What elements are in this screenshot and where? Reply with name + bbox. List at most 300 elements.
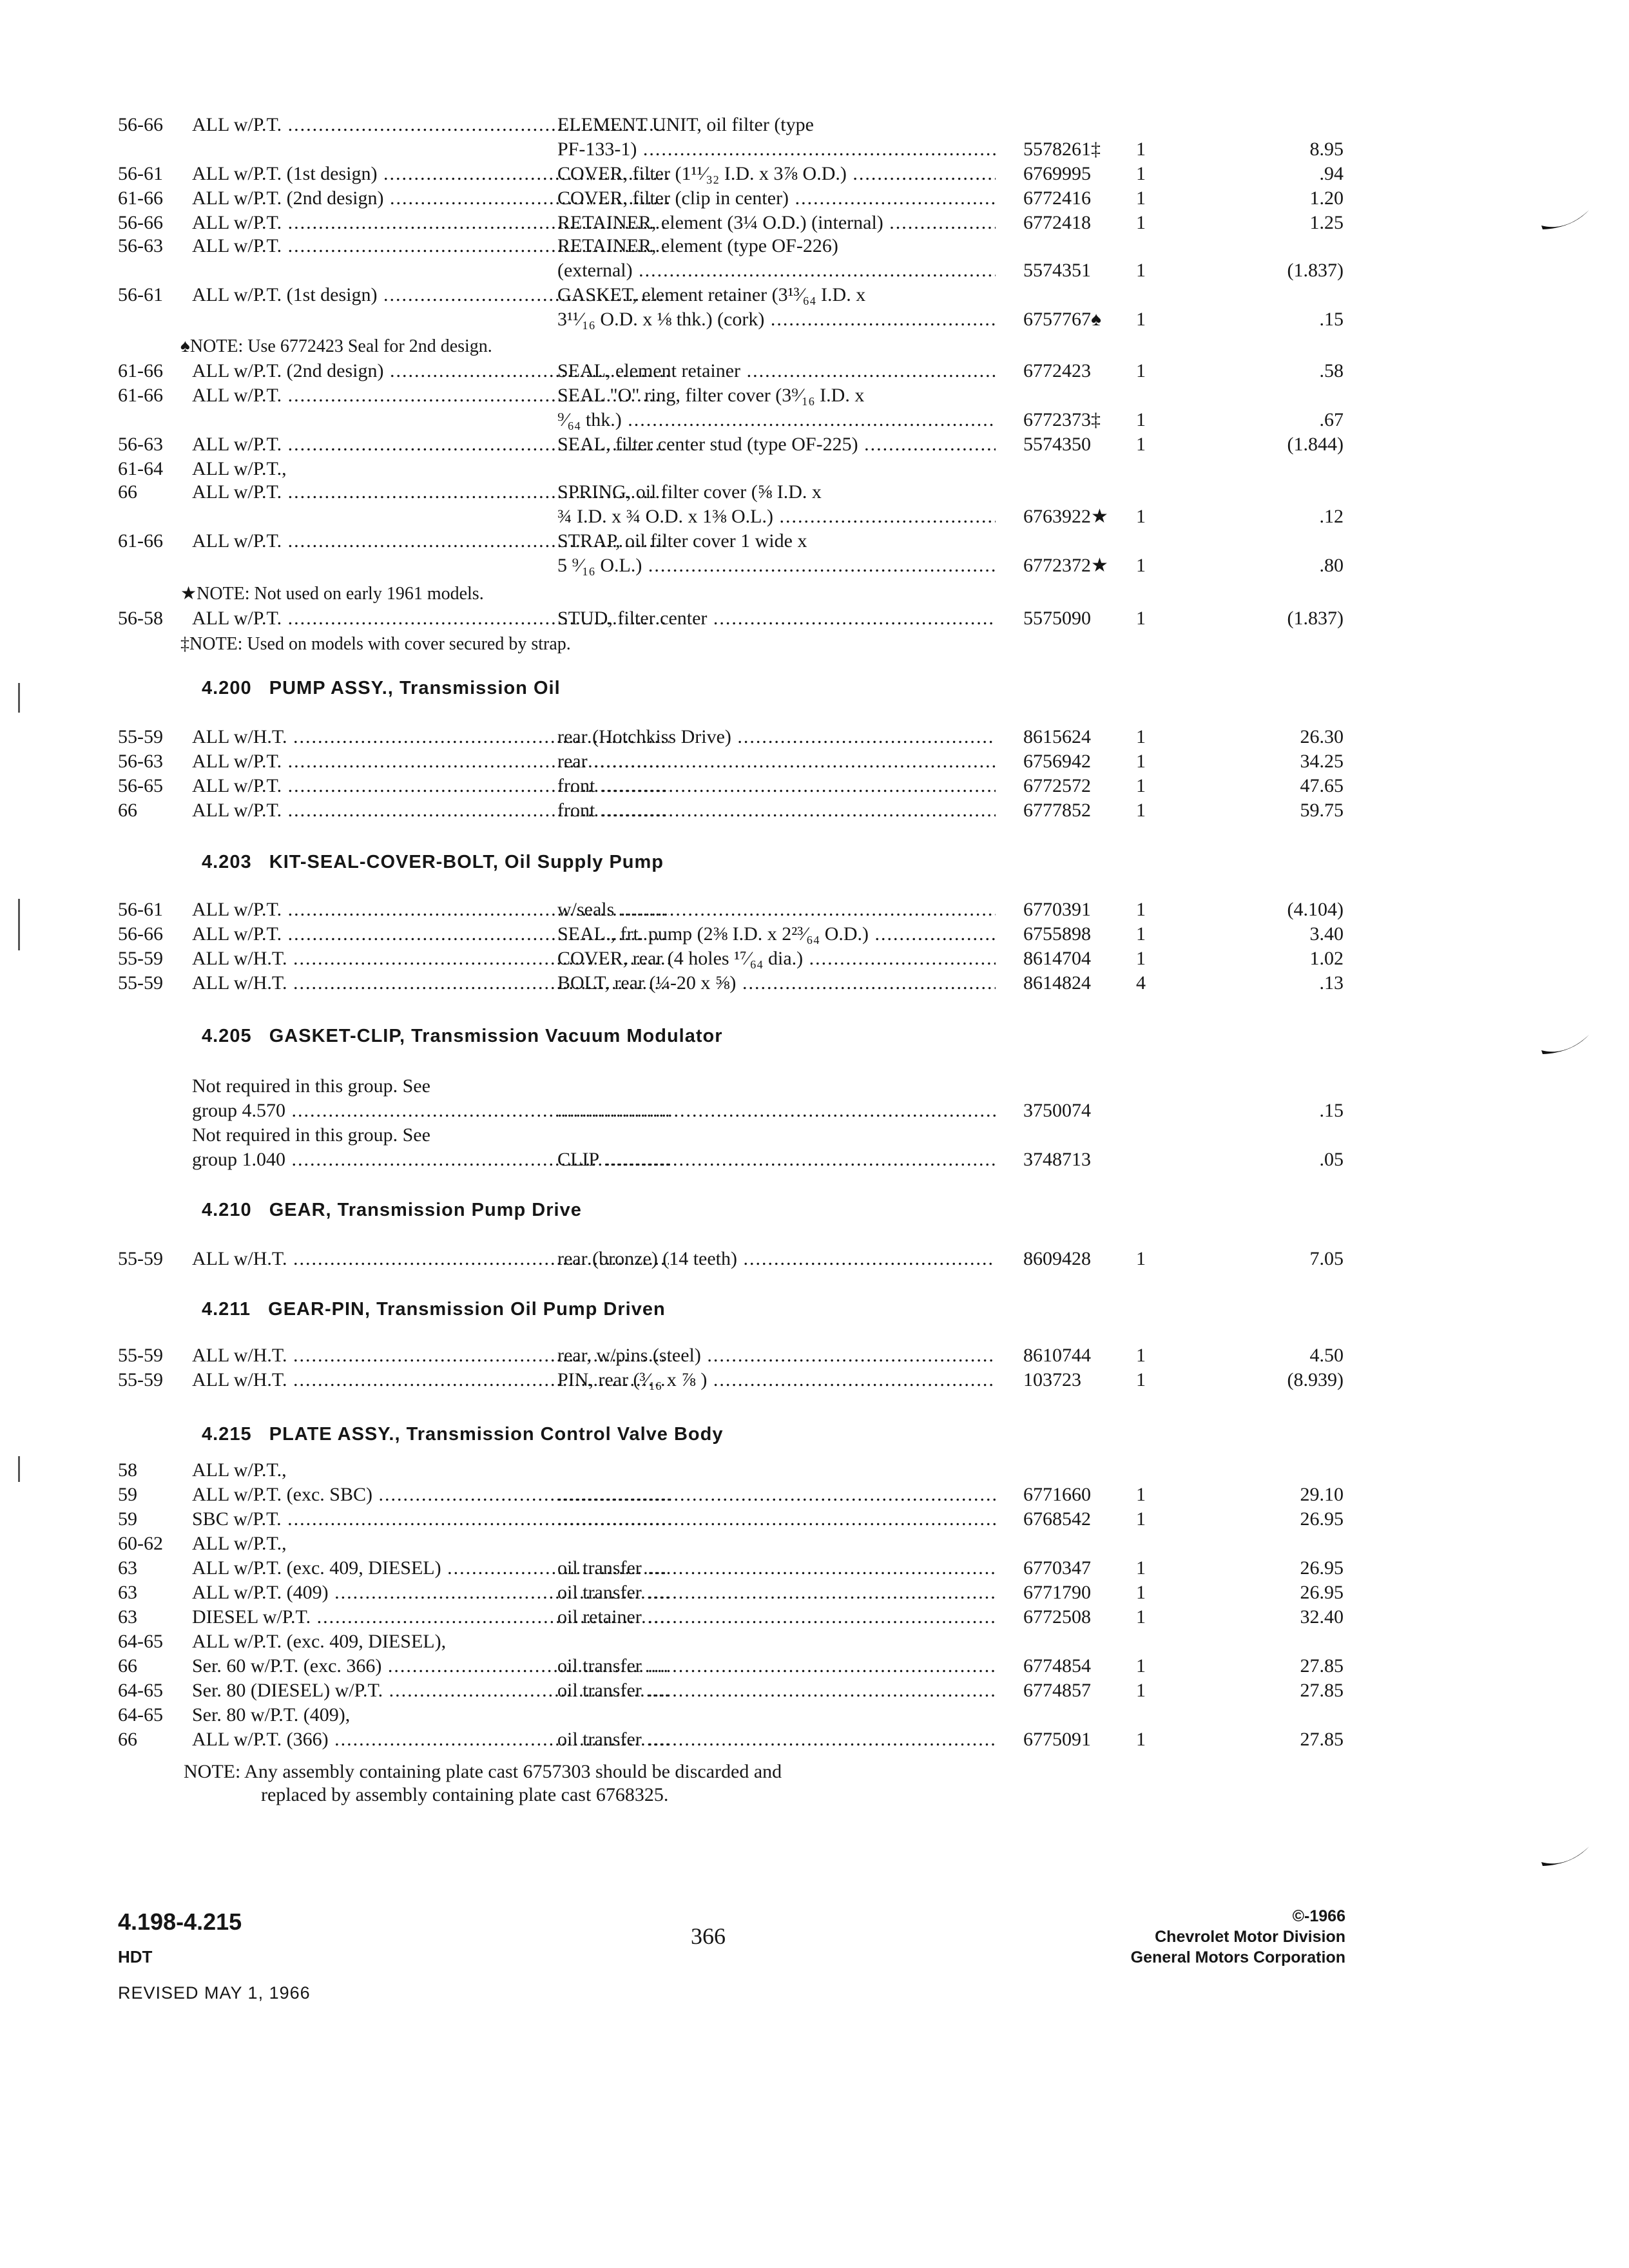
application: ALL w/P.T. .....	[192, 528, 669, 554]
section-heading-4-215	[202, 1424, 723, 1445]
parts-row	[118, 407, 1342, 433]
parts-row	[118, 1580, 1342, 1606]
note-discard-cont: replaced by assembly containing plate cast 6768325.	[261, 1784, 669, 1805]
section-heading-4-200	[202, 678, 561, 699]
application: ALL w/P.T. (exc. 409, DIESEL),	[192, 1631, 447, 1652]
section-subtitle: Oil Supply Pump	[505, 852, 664, 872]
part-description: front .....	[557, 773, 996, 799]
quantity: 4	[1136, 972, 1146, 994]
list-price: 26.95	[1300, 1582, 1344, 1603]
application: ALL w/P.T. (1st design) .....	[192, 282, 669, 308]
model-years: 59	[118, 1508, 137, 1530]
parts-row	[118, 606, 1342, 631]
list-price: 26.30	[1300, 726, 1344, 747]
quantity: 1	[1136, 212, 1146, 233]
part-description: SPRING, oil filter cover (⅝ I.D. x	[557, 481, 822, 503]
footer-copyright: ©-1966	[1292, 1907, 1345, 1925]
part-number: 5574350	[1023, 434, 1091, 455]
part-description: (external) .....	[557, 258, 996, 284]
application: Not required in this group. See	[192, 1124, 430, 1146]
application: ALL w/H.T. .....	[192, 970, 669, 996]
application: ALL w/P.T. .....	[192, 798, 669, 823]
list-price: .05	[1319, 1149, 1344, 1170]
application: ALL w/P.T.,	[192, 1533, 287, 1554]
quantity: 1	[1136, 751, 1146, 772]
section-title: GASKET-CLIP,	[269, 1026, 406, 1046]
part-description: SEAL, filter center stud (type OF-225) .....	[557, 432, 996, 457]
part-description: ELEMENT UNIT, oil filter (type	[557, 114, 814, 135]
part-number: 6774857	[1023, 1680, 1091, 1701]
parts-row	[118, 1073, 1342, 1099]
application: ALL w/P.T. (exc. 409, DIESEL) .....	[192, 1555, 669, 1581]
list-price: 8.95	[1309, 139, 1344, 160]
model-years: 55-59	[118, 1248, 163, 1269]
part-description: SEAL, element retainer .....	[557, 358, 996, 384]
part-number: 3750074	[1023, 1100, 1091, 1121]
application: ALL w/H.T. .....	[192, 1343, 669, 1369]
model-years: 55-59	[118, 948, 163, 969]
part-number: 6772416	[1023, 187, 1091, 209]
list-price: 1.25	[1309, 212, 1344, 233]
part-description: RETAINER, element (type OF-226)	[557, 235, 838, 256]
parts-row	[118, 773, 1342, 799]
quantity: 1	[1136, 1606, 1146, 1628]
model-years: 55-59	[118, 726, 163, 747]
quantity: 1	[1136, 608, 1146, 629]
part-number: 8614824	[1023, 972, 1091, 994]
part-description: oil transfer .....	[557, 1727, 996, 1753]
part-number: 6771790	[1023, 1582, 1091, 1603]
quantity: 1	[1136, 506, 1146, 527]
application: ALL w/P.T. .....	[192, 606, 669, 631]
part-description: PIN, rear (³⁄₁₆ x ⅞ ) .....	[557, 1367, 996, 1393]
application: ALL w/P.T. .....	[192, 479, 669, 505]
list-price: 1.02	[1309, 948, 1344, 969]
parts-row	[118, 798, 1342, 823]
parts-row	[118, 282, 1342, 308]
part-number: 6769995	[1023, 163, 1091, 184]
part-description: SEAL "O" ring, filter cover (3⁹⁄₁₆ I.D. x	[557, 385, 865, 406]
part-number: 6772418	[1023, 212, 1091, 233]
parts-row	[118, 258, 1342, 284]
part-number: 6774854	[1023, 1655, 1091, 1677]
parts-row	[118, 1629, 1342, 1655]
scan-edge-mark	[18, 683, 20, 713]
footnote-strap: ‡NOTE: Used on models with cover secured by strap.	[180, 634, 571, 654]
model-years: 58	[118, 1459, 137, 1481]
part-number: 6770391	[1023, 899, 1091, 920]
model-years: 56-66	[118, 114, 163, 135]
part-number: 3748713	[1023, 1149, 1091, 1170]
part-description: STRAP, oil filter cover 1 wide x	[557, 530, 807, 552]
application: ALL w/P.T. (2nd design) .....	[192, 186, 669, 211]
section-subtitle: Transmission Pump Drive	[337, 1200, 582, 1220]
quantity: 1	[1136, 1369, 1146, 1390]
part-description: oil transfer .....	[557, 1555, 996, 1581]
quantity: 1	[1136, 139, 1146, 160]
model-years: 66	[118, 1729, 137, 1750]
application: ALL w/P.T. .....	[192, 233, 669, 259]
model-years: 63	[118, 1582, 137, 1603]
scan-edge-mark	[18, 1456, 20, 1482]
section-subtitle: Transmission Oil	[399, 678, 561, 698]
parts-row	[118, 233, 1342, 259]
model-years: 61-66	[118, 530, 163, 552]
parts-row	[118, 383, 1342, 408]
parts-row	[118, 479, 1342, 505]
list-price: .67	[1319, 409, 1344, 430]
application: group 1.040 .....	[192, 1147, 669, 1173]
quantity: 1	[1136, 1508, 1146, 1530]
application: ALL w/P.T. (2nd design) .....	[192, 358, 669, 384]
model-years: 56-63	[118, 751, 163, 772]
model-years: 61-66	[118, 187, 163, 209]
quantity: 1	[1136, 434, 1146, 455]
application: ALL w/P.T. .....	[192, 897, 669, 923]
parts-row	[118, 1604, 1342, 1630]
model-years: 56-66	[118, 923, 163, 945]
parts-row	[118, 358, 1342, 384]
parts-row	[118, 1147, 1342, 1173]
quantity: 1	[1136, 1680, 1146, 1701]
model-years: 56-66	[118, 212, 163, 233]
list-price: .13	[1319, 972, 1344, 994]
part-number: 6775091	[1023, 1729, 1091, 1750]
part-number: 8615624	[1023, 726, 1091, 747]
model-years: 56-61	[118, 899, 163, 920]
part-description: COVER, filter (clip in center) .....	[557, 186, 996, 211]
application: ALL w/P.T. .....	[192, 921, 669, 947]
footnote-seal: ♠NOTE: Use 6772423 Seal for 2nd design.	[180, 336, 492, 356]
model-years: 56-65	[118, 775, 163, 796]
model-years: 64-65	[118, 1680, 163, 1701]
parts-row	[118, 553, 1342, 579]
list-price: .80	[1319, 555, 1344, 576]
parts-row	[118, 137, 1342, 162]
part-number: 6772372★	[1023, 555, 1108, 576]
part-description: ⁹⁄₆₄ thk.) .....	[557, 407, 996, 433]
list-price: 1.20	[1309, 187, 1344, 209]
list-price: (1.837)	[1287, 260, 1344, 281]
section-title: GEAR,	[269, 1200, 332, 1220]
application: SBC w/P.T. .....	[192, 1506, 669, 1532]
parts-row	[118, 897, 1342, 923]
list-price: 26.95	[1300, 1508, 1344, 1530]
note-discard: NOTE: Any assembly containing plate cast 6757303 should be discarded and	[184, 1761, 782, 1782]
parts-row	[118, 456, 1342, 482]
quantity: 1	[1136, 260, 1146, 281]
application: group 4.570 .....	[192, 1098, 669, 1124]
application: DIESEL w/P.T. .....	[192, 1604, 669, 1630]
list-price: 32.40	[1300, 1606, 1344, 1628]
section-heading-4-211	[202, 1299, 666, 1320]
part-description: rear, w/pins (steel) .....	[557, 1343, 996, 1369]
model-years: 64-65	[118, 1631, 163, 1652]
application: ALL w/P.T.,	[192, 458, 287, 479]
part-description: oil transfer .....	[557, 1580, 996, 1606]
part-number: 6772508	[1023, 1606, 1091, 1628]
part-number: 6768542	[1023, 1508, 1091, 1530]
part-description	[557, 1098, 996, 1124]
quantity: 1	[1136, 1582, 1146, 1603]
part-description: PF-133-1) .....	[557, 137, 996, 162]
footnote-early-1961: ★NOTE: Not used on early 1961 models.	[180, 584, 484, 604]
part-description: RETAINER, element (3¼ O.D.) (internal) .....	[557, 210, 996, 236]
parts-row	[118, 161, 1342, 187]
part-description: front .....	[557, 798, 996, 823]
part-number: 8610744	[1023, 1345, 1091, 1366]
parts-row	[118, 1506, 1342, 1532]
parts-row	[118, 1702, 1342, 1728]
part-description: oil transfer .....	[557, 1653, 996, 1679]
quantity: 1	[1136, 1729, 1146, 1750]
parts-row	[118, 432, 1342, 457]
parts-row	[118, 1727, 1342, 1753]
quantity: 1	[1136, 555, 1146, 576]
part-description: 3¹¹⁄₁₆ O.D. x ⅛ thk.) (cork) .....	[557, 307, 996, 332]
section-subtitle: Transmission Vacuum Modulator	[411, 1026, 723, 1046]
part-description: COVER, filter (1¹¹⁄₃₂ I.D. x 3⅞ O.D.) .....	[557, 161, 996, 187]
part-description: SEAL., frt. pump (2⅜ I.D. x 2²³⁄₆₄ O.D.) .....	[557, 921, 996, 947]
list-price: 59.75	[1300, 800, 1344, 821]
quantity: 1	[1136, 800, 1146, 821]
list-price: (1.837)	[1287, 608, 1344, 629]
part-number: 6777852	[1023, 800, 1091, 821]
list-price: .12	[1319, 506, 1344, 527]
footer-revised: REVISED MAY 1, 1966	[118, 1983, 311, 2003]
part-number: 6771660	[1023, 1484, 1091, 1505]
part-number: 103723	[1023, 1369, 1081, 1390]
part-description: oil retainer .....	[557, 1604, 996, 1630]
quantity: 1	[1136, 1248, 1146, 1269]
application: ALL w/P.T. .....	[192, 210, 669, 236]
part-description	[557, 1506, 996, 1532]
part-number: 5578261‡	[1023, 139, 1101, 160]
application: ALL w/H.T. .....	[192, 724, 669, 750]
section-title: GEAR-PIN,	[268, 1299, 371, 1320]
model-years: 66	[118, 481, 137, 503]
model-years: 56-61	[118, 284, 163, 305]
footer-code: HDT	[118, 1947, 153, 1966]
list-price: (1.844)	[1287, 434, 1344, 455]
part-number: 8609428	[1023, 1248, 1091, 1269]
parts-row	[118, 307, 1342, 332]
list-price: 7.05	[1309, 1248, 1344, 1269]
application: ALL w/P.T. (1st design) .....	[192, 161, 669, 187]
section-number: 4.205	[202, 1026, 252, 1046]
part-description: ¾ I.D. x ¾ O.D. x 1⅜ O.L.) .....	[557, 504, 996, 530]
application: ALL w/P.T. .....	[192, 383, 669, 408]
parts-row	[118, 749, 1342, 774]
section-heading-4-210	[202, 1200, 582, 1221]
part-number: 6756942	[1023, 751, 1091, 772]
part-description: CLIP .....	[557, 1147, 996, 1173]
application: ALL w/P.T. (exc. SBC) .....	[192, 1482, 669, 1508]
parts-row	[118, 1531, 1342, 1557]
quantity: 1	[1136, 948, 1146, 969]
parts-row	[118, 724, 1342, 750]
quantity: 1	[1136, 360, 1146, 381]
section-number: 4.200	[202, 678, 252, 698]
footer-corporation: General Motors Corporation	[1130, 1948, 1345, 1966]
part-description: 5 ⁹⁄₁₆ O.L.) .....	[557, 553, 996, 579]
part-number: 6772423	[1023, 360, 1091, 381]
application: Ser. 80 (DIESEL) w/P.T. .....	[192, 1678, 669, 1704]
model-years: 63	[118, 1606, 137, 1628]
quantity: 1	[1136, 187, 1146, 209]
parts-row	[118, 1555, 1342, 1581]
parts-row	[118, 1678, 1342, 1704]
part-description: rear (Hotchkiss Drive) .....	[557, 724, 996, 750]
quantity: 1	[1136, 1655, 1146, 1677]
model-years: 55-59	[118, 972, 163, 994]
part-description: rear (bronze) (14 teeth) .....	[557, 1246, 996, 1272]
footer-division: Chevrolet Motor Division	[1155, 1928, 1345, 1946]
page-number: 366	[691, 1923, 726, 1949]
part-number: 6757767♠	[1023, 309, 1101, 330]
model-years: 55-59	[118, 1345, 163, 1366]
parts-row	[118, 112, 1342, 138]
list-price: 34.25	[1300, 751, 1344, 772]
parts-row	[118, 1367, 1342, 1393]
list-price: .94	[1319, 163, 1344, 184]
parts-row	[118, 921, 1342, 947]
model-years: 55-59	[118, 1369, 163, 1390]
part-number: 6770347	[1023, 1557, 1091, 1579]
list-price: 29.10	[1300, 1484, 1344, 1505]
quantity: 1	[1136, 899, 1146, 920]
quantity: 1	[1136, 309, 1146, 330]
application: Ser. 60 w/P.T. (exc. 366) .....	[192, 1653, 669, 1679]
parts-row	[118, 504, 1342, 530]
parts-row	[118, 1653, 1342, 1679]
part-number: 6772572	[1023, 775, 1091, 796]
parts-row	[118, 1098, 1342, 1124]
list-price: 47.65	[1300, 775, 1344, 796]
scan-edge-mark	[18, 899, 20, 950]
application: ALL w/H.T. .....	[192, 946, 669, 972]
binder-mark-icon	[1540, 206, 1592, 238]
list-price: (8.939)	[1287, 1369, 1344, 1390]
model-years: 56-63	[118, 434, 163, 455]
part-description: rear .....	[557, 749, 996, 774]
section-subtitle: Transmission Control Valve Body	[406, 1424, 724, 1445]
list-price: (4.104)	[1287, 899, 1344, 920]
parts-row	[118, 1343, 1342, 1369]
model-years: 66	[118, 1655, 137, 1677]
model-years: 61-66	[118, 360, 163, 381]
section-number: 4.211	[202, 1299, 251, 1320]
application: ALL w/P.T. (366) .....	[192, 1727, 669, 1753]
list-price: .15	[1319, 1100, 1344, 1121]
binder-mark-icon	[1540, 1031, 1592, 1063]
quantity: 1	[1136, 775, 1146, 796]
part-description: oil transfer .....	[557, 1678, 996, 1704]
section-subtitle: Transmission Oil Pump Driven	[376, 1299, 666, 1320]
quantity: 1	[1136, 409, 1146, 430]
part-description	[557, 1482, 996, 1508]
application: Ser. 80 w/P.T. (409),	[192, 1704, 351, 1725]
quantity: 1	[1136, 1345, 1146, 1366]
part-description: COVER, rear (4 holes ¹⁷⁄₆₄ dia.) .....	[557, 946, 996, 972]
parts-row	[118, 1457, 1342, 1483]
model-years: 66	[118, 800, 137, 821]
quantity: 1	[1136, 923, 1146, 945]
list-price: .15	[1319, 309, 1344, 330]
quantity: 1	[1136, 726, 1146, 747]
binder-mark-icon	[1540, 1843, 1592, 1875]
part-number: 6763922★	[1023, 506, 1108, 527]
part-number: 5574351	[1023, 260, 1091, 281]
section-number: 4.210	[202, 1200, 252, 1220]
part-number: 6755898	[1023, 923, 1091, 945]
model-years: 59	[118, 1484, 137, 1505]
parts-row	[118, 528, 1342, 554]
parts-row	[118, 1482, 1342, 1508]
footer-group-range: 4.198-4.215	[118, 1908, 242, 1935]
note-row	[0, 1, 1629, 27]
parts-row	[118, 186, 1342, 211]
section-title: PLATE ASSY.,	[269, 1424, 401, 1445]
list-price: 27.85	[1300, 1680, 1344, 1701]
parts-row	[118, 210, 1342, 236]
application: ALL w/P.T. .....	[192, 773, 669, 799]
section-heading-4-203	[202, 852, 664, 873]
model-years: 61-64	[118, 458, 163, 479]
quantity: 1	[1136, 1557, 1146, 1579]
list-price: 3.40	[1309, 923, 1344, 945]
application: ALL w/P.T. .....	[192, 749, 669, 774]
application: Not required in this group. See	[192, 1075, 430, 1097]
section-heading-4-205	[202, 1026, 723, 1047]
model-years: 63	[118, 1557, 137, 1579]
part-number: 6772373‡	[1023, 409, 1101, 430]
parts-row	[118, 946, 1342, 972]
model-years: 61-66	[118, 385, 163, 406]
parts-row	[118, 970, 1342, 996]
parts-row	[118, 1246, 1342, 1272]
list-price: .58	[1319, 360, 1344, 381]
application: ALL w/P.T. .....	[192, 432, 669, 457]
application: ALL w/P.T. .....	[192, 112, 669, 138]
part-number: 8614704	[1023, 948, 1091, 969]
application: ALL w/H.T. .....	[192, 1367, 669, 1393]
parts-row	[118, 1122, 1342, 1148]
part-description: GASKET, element retainer (3¹³⁄₆₄ I.D. x	[557, 284, 866, 305]
model-years: 56-63	[118, 235, 163, 256]
section-number: 4.203	[202, 852, 252, 872]
section-number: 4.215	[202, 1424, 252, 1445]
part-description: w/seals .....	[557, 897, 996, 923]
list-price: 27.85	[1300, 1729, 1344, 1750]
application: ALL w/P.T.,	[192, 1459, 287, 1481]
quantity: 1	[1136, 1484, 1146, 1505]
model-years: 56-58	[118, 608, 163, 629]
model-years: 60-62	[118, 1533, 163, 1554]
application: ALL w/H.T. .....	[192, 1246, 669, 1272]
model-years: 56-61	[118, 163, 163, 184]
application: ALL w/P.T. (409) .....	[192, 1580, 669, 1606]
model-years: 64-65	[118, 1704, 163, 1725]
part-description: STUD, filter center .....	[557, 606, 996, 631]
section-title: PUMP ASSY.,	[269, 678, 394, 698]
list-price: 26.95	[1300, 1557, 1344, 1579]
quantity: 1	[1136, 163, 1146, 184]
list-price: 4.50	[1309, 1345, 1344, 1366]
part-description: BOLT, rear (¼-20 x ⅝) .....	[557, 970, 996, 996]
part-number: 5575090	[1023, 608, 1091, 629]
section-title: KIT-SEAL-COVER-BOLT,	[269, 852, 499, 872]
